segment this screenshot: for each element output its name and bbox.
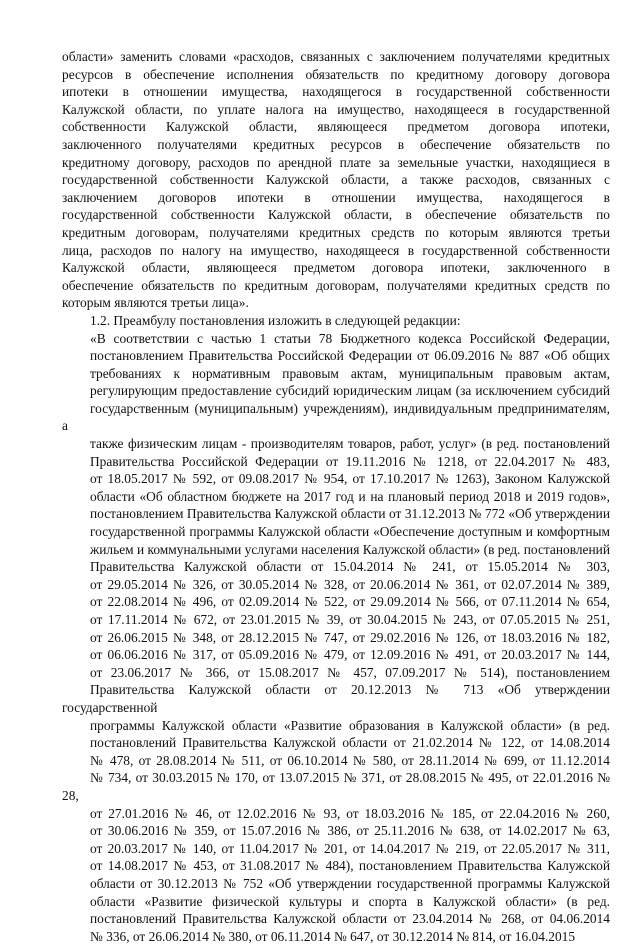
text-line: Калужской области, по уплате налога на имущество, находящееся в государственной	[62, 101, 610, 119]
text-line: Калужской области, являющееся предметом договора ипотеки, заключенного в	[62, 259, 610, 277]
text-line: государственным (муниципальным) учреждениям), индивидуальным предпринимателям, а	[62, 400, 610, 435]
text-line: постановлений Правительства Калужской области от 23.04.2014 № 268, от 04.06.2014	[62, 910, 610, 928]
text-line: ипотеки в отношении имущества, находящегося в государственной собственности	[62, 83, 610, 101]
text-line: постановлений Правительства Калужской области от 21.02.2014 № 122, от 14.08.2014	[62, 734, 610, 752]
text-line: кредитным договорам, получателями кредитных средств по которым являются третьи	[62, 224, 610, 242]
text-line: заключением договоров ипотеки в отношении имущества, находящегося в	[62, 189, 610, 207]
text-line: от 23.06.2017 № 366, от 15.08.2017 № 457, 07.09.2017 № 514), постановлением	[62, 664, 610, 682]
text-line: от 27.01.2016 № 46, от 12.02.2016 № 93, от 18.03.2016 № 185, от 22.04.2016 № 260,	[62, 805, 610, 823]
paragraph-replacement-clause	[62, 48, 610, 312]
text-line: от 22.08.2014 № 496, от 02.09.2014 № 522, от 29.09.2014 № 566, от 07.11.2014 № 654,	[62, 593, 610, 611]
text-line: которым являются третьи лица».	[62, 294, 610, 312]
text-line: государственной собственности Калужской области, а также расходов, связанных с	[62, 171, 610, 189]
text-line: лица, расходов по налогу на имущество, находящееся в государственной собственности	[62, 242, 610, 260]
text-line: области «Развитие физической культуры и спорта в Калужской области» (в ред.	[62, 893, 610, 911]
text-line: Правительства Калужской области от 15.04.2014 № 241, от 15.05.2014 № 303,	[62, 558, 610, 576]
text-line: № 336, от 26.06.2014 № 380, от 06.11.2014 № 647, от 30.12.2014 № 814, от 16.04.2015	[62, 928, 610, 945]
text-line: жильем и коммунальными услугами населения Калужской области» (в ред. постановлений	[62, 541, 610, 559]
text-line: собственности Калужской области, являющееся предметом договора ипотеки,	[62, 118, 610, 136]
text-line: от 30.06.2016 № 359, от 15.07.2016 № 386, от 25.11.2016 № 638, от 14.02.2017 № 63,	[62, 822, 610, 840]
text-line: от 26.06.2015 № 348, от 28.12.2015 № 747, от 29.02.2016 № 126, от 18.03.2016 № 182,	[62, 629, 610, 647]
text-line: заключенного получателями кредитных ресурсов в обеспечение обязательств по	[62, 136, 610, 154]
text-line: области» заменить словами «расходов, связанных с заключением получателями кредитных	[62, 48, 610, 66]
text-line: от 18.05.2017 № 592, от 09.08.2017 № 954, от 17.10.2017 № 1263), Законом Калужской	[62, 470, 610, 488]
text-line: регулирующим предоставление субсидий юридическим лицам (за исключением субсидий	[62, 382, 610, 400]
text-line: от 20.03.2017 № 140, от 11.04.2017 № 201, от 14.04.2017 № 219, от 22.05.2017 № 311,	[62, 840, 610, 858]
text-line: «В соответствии с частью 1 статьи 78 Бюджетного кодекса Российской Федерации,	[62, 330, 610, 348]
text-line: государственной программы Калужской области «Обеспечение доступным и комфортным	[62, 523, 610, 541]
text-line: области от 30.12.2013 № 752 «Об утверждении государственной программы Калужской	[62, 875, 610, 893]
text-line: 1.2. Преамбулу постановления изложить в следующей редакции:	[62, 312, 610, 330]
text-line: требованиях к нормативным правовым актам, муниципальным правовым актам,	[62, 365, 610, 383]
text-line: № 478, от 28.08.2014 № 511, от 06.10.2014 № 580, от 28.11.2014 № 699, от 11.12.2014	[62, 752, 610, 770]
text-line: от 06.06.2016 № 317, от 05.09.2016 № 479, от 12.09.2016 № 491, от 20.03.2017 № 144,	[62, 646, 610, 664]
text-line: государственной собственности Калужской области, в обеспечение обязательств по	[62, 206, 610, 224]
text-line: программы Калужской области «Развитие образования в Калужской области» (в ред.	[62, 717, 610, 735]
text-line: области «Об областном бюджете на 2017 год и на плановый период 2018 и 2019 годов»,	[62, 488, 610, 506]
text-line: Правительства Российской Федерации от 19.11.2016 № 1218, от 22.04.2017 № 483,	[62, 453, 610, 471]
text-line: от 29.05.2014 № 326, от 30.05.2014 № 328, от 20.06.2014 № 361, от 02.07.2014 № 389,	[62, 576, 610, 594]
text-line: обеспечение обязательств по кредитным договорам, получателями кредитных средств по	[62, 277, 610, 295]
text-line: постановлением Правительства Калужской области от 31.12.2013 № 772 «Об утверждении	[62, 505, 610, 523]
text-line: постановлением Правительства Российской Федерации от 06.09.2016 № 887 «Об общих	[62, 347, 610, 365]
text-line: ресурсов в обеспечение исполнения обязательств по кредитному договору договора	[62, 66, 610, 84]
text-line: от 17.11.2014 № 672, от 23.01.2015 № 39, от 30.04.2015 № 243, от 07.05.2015 № 251,	[62, 611, 610, 629]
text-line: Правительства Калужской области от 20.12.2013 № 713 «Об утверждении государственной	[62, 681, 610, 716]
paragraph-preamble-text	[62, 330, 610, 945]
text-line: от 14.08.2017 № 453, от 31.08.2017 № 484), постановлением Правительства Калужской	[62, 857, 610, 875]
paragraph-preamble-heading	[62, 312, 610, 330]
document-body	[62, 48, 610, 945]
text-line: также физическим лицам - производителям товаров, работ, услуг» (в ред. постановлений	[62, 435, 610, 453]
text-line: кредитному договору, расходов по арендной плате за земельные участки, находящиеся в	[62, 154, 610, 172]
text-line: № 734, от 30.03.2015 № 170, от 13.07.2015 № 371, от 28.08.2015 № 495, от 22.01.2016 № 28,	[62, 769, 610, 804]
